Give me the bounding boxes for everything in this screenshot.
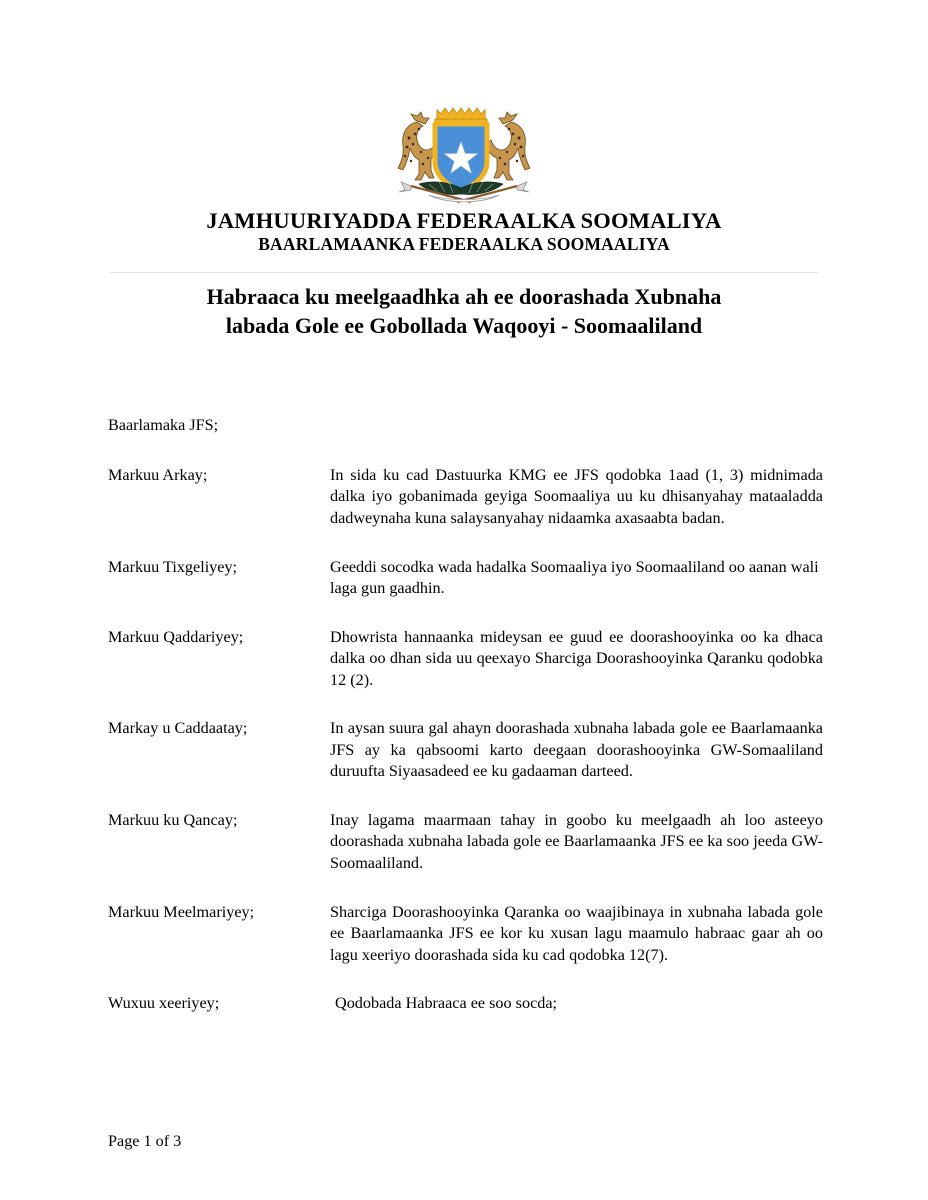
clause-label: Markay u Caddaatay;: [108, 719, 248, 738]
clause-row: [108, 718, 823, 783]
clause-text: Geeddi socodka wada hadalka Soomaaliya iyo Soomaaliland oo aanan wali laga gun gaadhin.: [330, 557, 819, 598]
clause-label: Markuu Arkay;: [108, 465, 208, 484]
clause-text: In aysan suura gal ahayn doorashada xubnaha labada gole ee Baarlamaanka JFS ay ka qabsoomi karto deegaan doorashooyinka GW-Somaaliland duruufta Siyaasadeed ee ku gadaaman darteed.: [330, 719, 823, 781]
clause-text: Qodobada Habraaca ee soo socda;: [335, 994, 558, 1013]
document-title: Habraaca ku meelgaadhka ah ee doorashada Xubnaha labada Gole ee Gobollada Waqooyi - Soomaaliland: [206, 284, 722, 338]
page-number: Page 1 of 3: [108, 1132, 182, 1150]
intro-line: Baarlamaka JFS;: [108, 416, 219, 434]
clause-row: [108, 993, 823, 1015]
clause-label: Markuu Meelmariyey;: [108, 902, 255, 921]
clause-label: Markuu Tixgeliyey;: [108, 557, 238, 576]
clause-row: [108, 902, 823, 967]
ribbon-shape: [429, 195, 499, 202]
clause-row: [108, 810, 823, 875]
document-body: [108, 415, 823, 1015]
clause-label: Markuu ku Qancay;: [108, 810, 238, 829]
parliament-title: BAARLAMAANKA FEDERAALKA SOOMAALIYA: [258, 234, 670, 254]
republic-title: JAMHUURIYADDA FEDERAALKA SOOMALIYA: [206, 208, 722, 233]
emblem-container: [0, 100, 928, 209]
clause-row: [108, 557, 823, 600]
header-divider: [110, 272, 818, 273]
clause-label: Markuu Qaddariyey;: [108, 627, 244, 646]
clause-text: In sida ku cad Dastuurka KMG ee JFS qodobka 1aad (1, 3) midnimada dalka iyo gobanimada geyiga Soomaaliya uu ku dhisanyahay mataaladda dadweynaha kuna salaysanyahay nidaamka axasaabta badan.: [330, 465, 823, 527]
clause-row: [108, 627, 823, 692]
somalia-coat-of-arms-icon: [385, 100, 543, 204]
clause-text: Dhowrista hannaanka mideysan ee guud ee doorashooyinka oo ka dhaca dalka oo dhan sida uu qeexayo Sharciga Doorashooyinka Qaranku qodobka 12 (2).: [330, 627, 823, 689]
clause-text: Sharciga Doorashooyinka Qaranka oo waajibinaya in xubnaha labada gole ee Baarlamaanka JFS ee kor ku xusan lagu maamulo habraac gaar ah oo lagu xeeriyo doorashada sida ku cad qodobka 12(7).: [330, 902, 823, 964]
clause-text: Inay lagama maarmaan tahay in goobo ku meelgaadh ah loo asteeyo doorashada xubnaha labada gole ee Baarlamaanka JFS ee ka soo jeeda GW- Soomaaliland.: [330, 810, 823, 872]
clause-label: Wuxuu xeeriyey;: [108, 994, 220, 1013]
clause-row: [108, 465, 823, 530]
